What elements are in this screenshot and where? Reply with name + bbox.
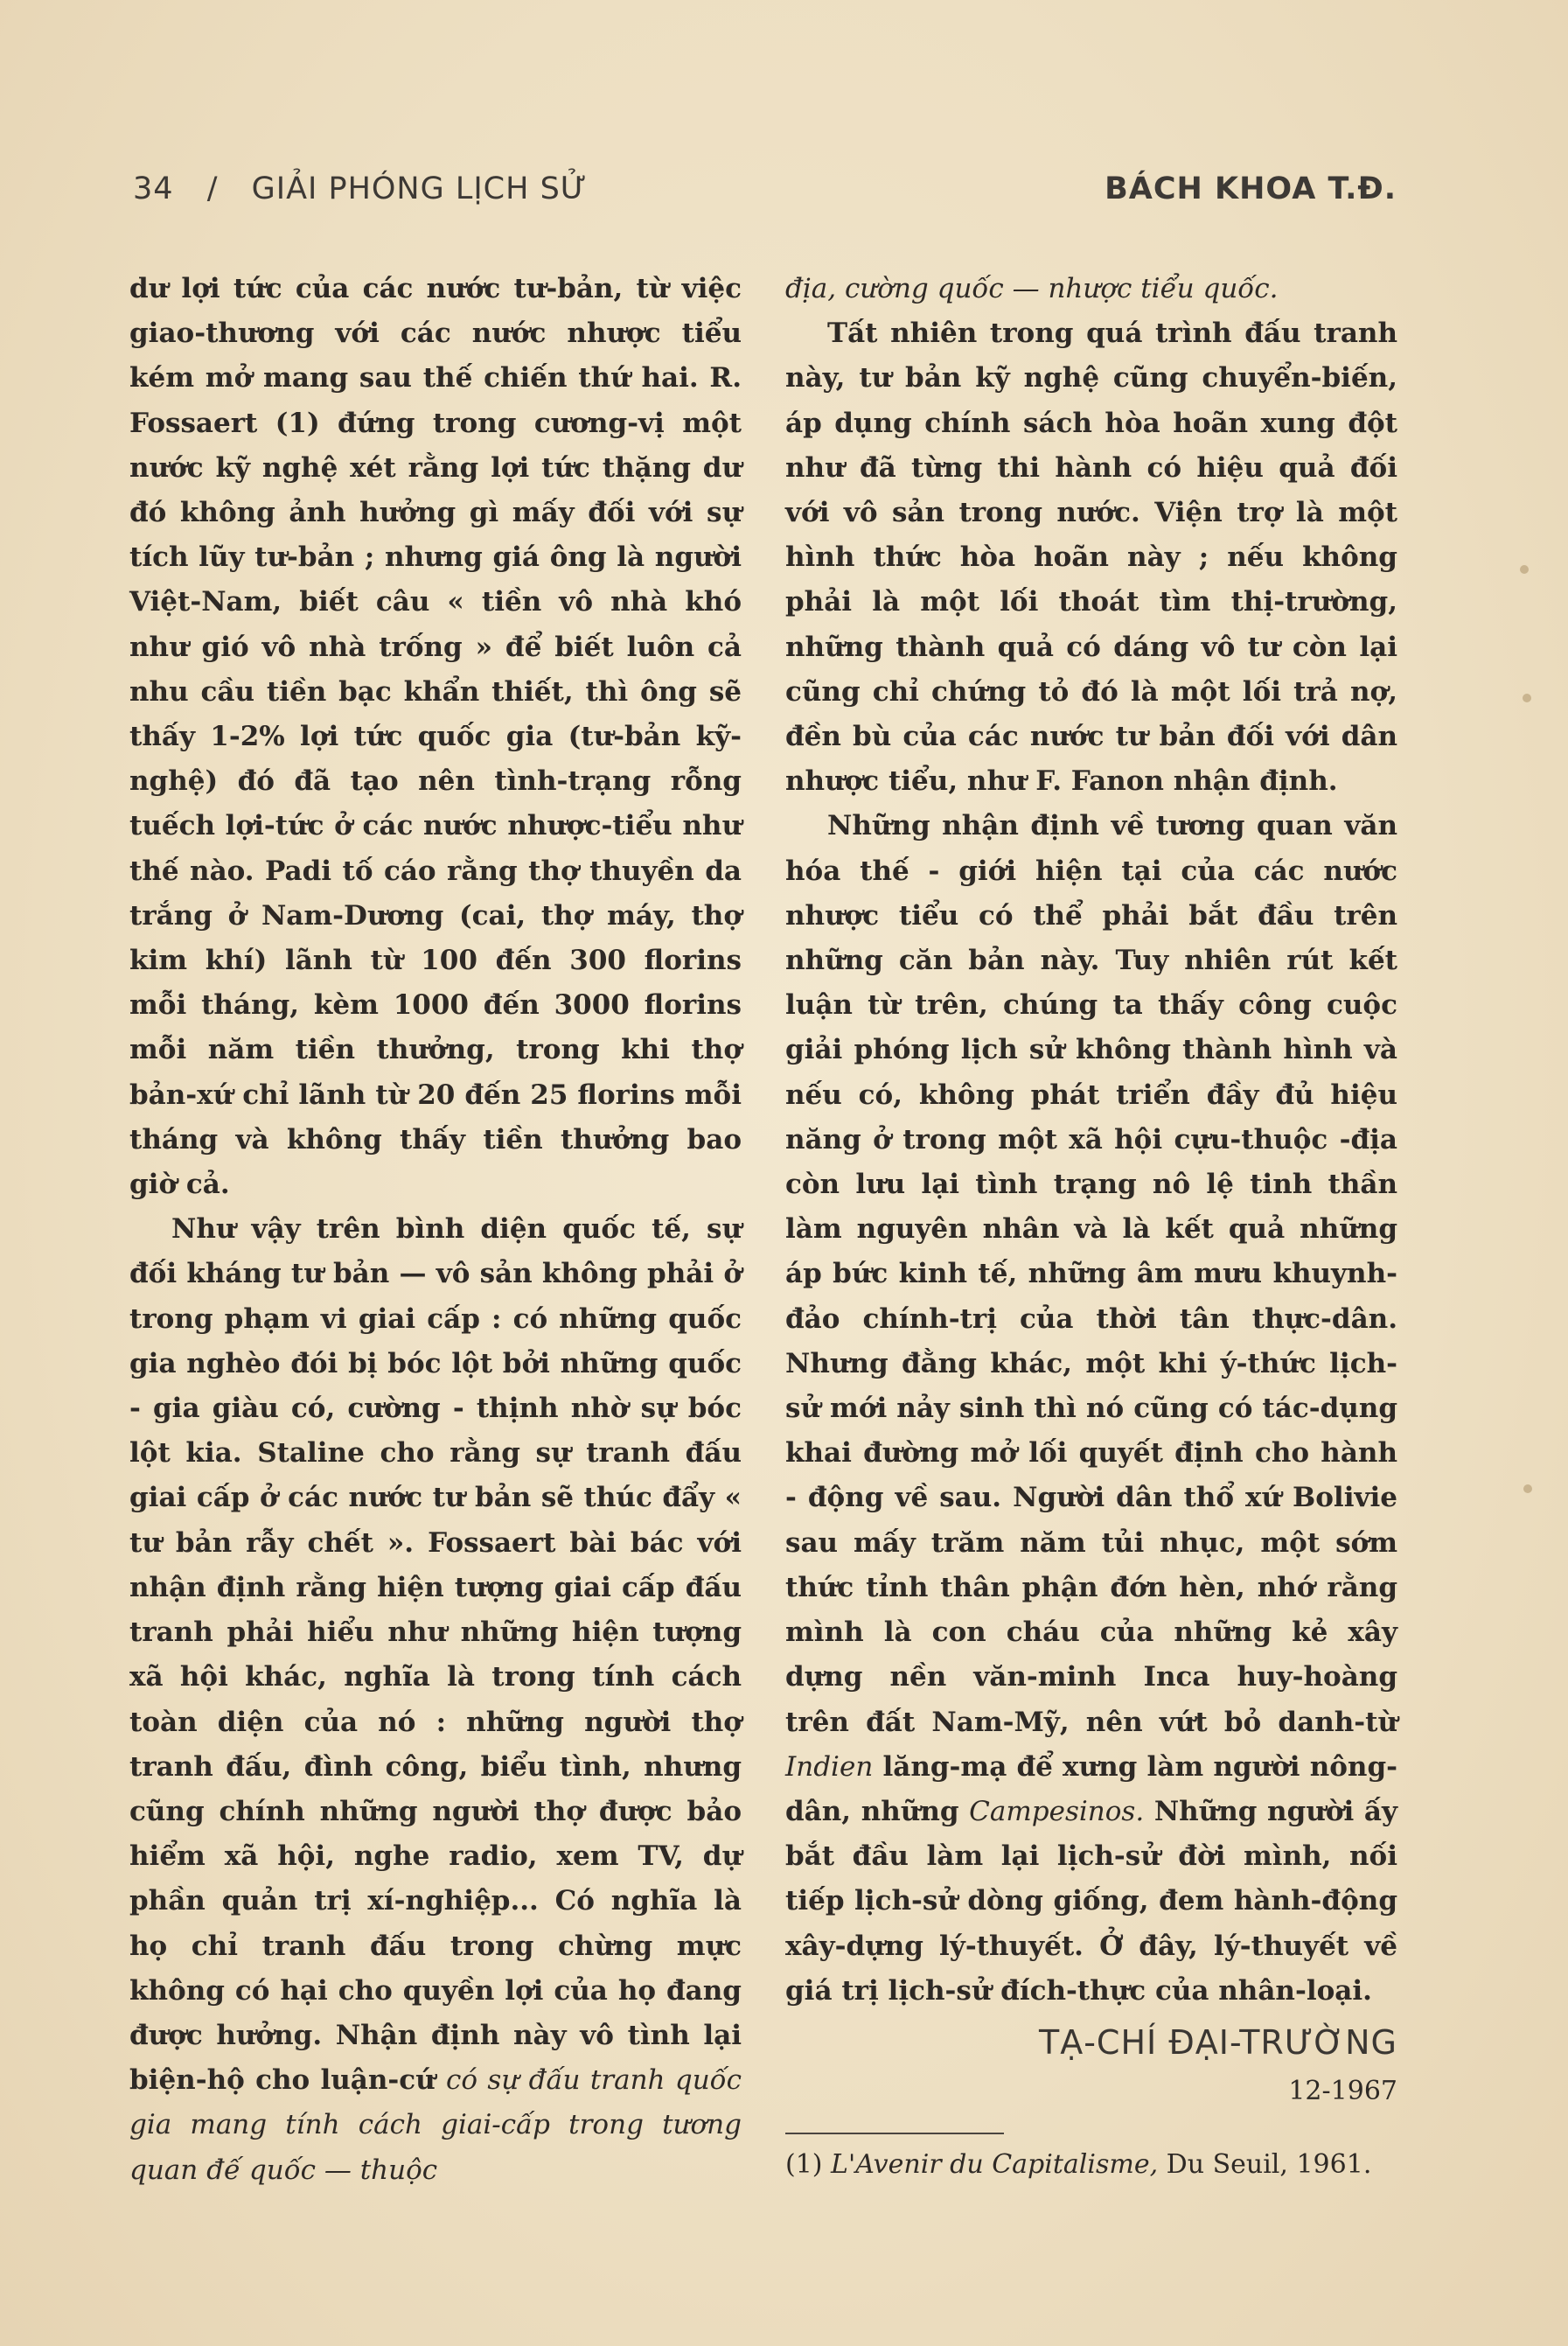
journal-name: BÁCH KHOA T.Đ. xyxy=(1105,171,1397,206)
running-title: GIẢI PHÓNG LỊCH SỬ xyxy=(251,171,588,206)
left-paragraph-1: dư lợi tức của các nước tư-bản, từ việc giao-thương với các nước nhược tiểu kém mở mang sau thế chiến thứ hai. R. Fossaert (1) đứng trong cương-vị một nước kỹ nghệ xét rằng lợi tức thặng dư đó không ảnh hưởng gì mấy đối với sự tích lũy tư-bản ; nhưng giá ông là người Việt-Nam, biết câu « tiền vô nhà khó như gió vô nhà trống » để biết luôn cả nhu cầu tiền bạc khẩn thiết, thì ông sẽ thấy 1-2% lợi tức quốc gia (tư-bản kỹ-nghệ) đó đã tạo nên tình-trạng rỗng tuếch lợi-tức ở các nước nhược-tiểu như thế nào. Padi tố cáo rằng thợ thuyền da trắng ở Nam-Dương (cai, thợ máy, thợ kim khí) lãnh từ 100 đến 300 florins mỗi tháng, kèm 1000 đến 3000 florins mỗi năm tiền thưởng, trong khi thợ bản-xứ chỉ lãnh từ 20 đến 25 florins mỗi tháng và không thấy tiền thưởng bao giờ cả. xyxy=(129,273,742,1201)
right-paragraph-1 xyxy=(785,267,1397,311)
right-paragraph-3-text-a: Những nhận định về tương quan văn hóa thế - giới hiện tại của các nước nhược tiểu có thể phải bắt đầu trên những căn bản này. Tuy nhiên rút kết luận từ trên, chúng ta thấy công cuộc giải phóng lịch sử không thành hình và nếu có, không phát triển đầy đủ hiệu năng ở trong một xã hội cựu-thuộc -địa còn lưu lại tình trạng nô lệ tinh thần làm nguyên nhân và là kết quả những áp bức kinh tế, những âm mưu khuynh-đảo chính-trị của thời tân thực-dân. Nhưng đằng khác, một khi ý-thức lịch-sử mới nảy sinh thì nó cũng có tác-dụng khai đường mở lối quyết định cho hành - động về sau. Người dân thổ xứ Bolivie sau mấy trăm năm tủi nhục, một sớm thức tỉnh thân phận đớn hèn, nhớ rằng mình là con cháu của những kẻ xây dựng nền văn-minh Inca huy-hoàng trên đất Nam-Mỹ, nên vứt bỏ danh-từ xyxy=(785,810,1397,1738)
article-date: 12-1967 xyxy=(1288,2076,1397,2107)
left-paragraph-2-text: Như vậy trên bình diện quốc tế, sự đối kháng tư bản — vô sản không phải ở trong phạm vi giai cấp : có những quốc gia nghèo đói bị bóc lột bởi những quốc - gia giàu có, cường - thịnh nhờ sự bóc lột kia. Staline cho rằng sự tranh đấu giai cấp ở các nước tư bản sẽ thúc đẩy « tư bản rẫy chết ». Fossaert bài bác với nhận định rằng hiện tượng giai cấp đấu tranh phải hiểu như những hiện tượng xã hội khác, nghĩa là trong tính cách toàn diện của nó : những người thợ tranh đấu, đình công, biểu tình, nhưng cũng chính những người thợ được bảo hiểm xã hội, nghe radio, xem TV, dự phần quản trị xí-nghiệp... Có nghĩa là họ chỉ tranh đấu trong chừng mực không có hại cho quyền lợi của họ đang được hưởng. Nhận định này vô tình lại biện-hộ cho luận-cứ xyxy=(129,1213,742,2097)
page-speck xyxy=(1523,1484,1532,1493)
right-paragraph-3-italic-1: Indien xyxy=(785,1750,874,1783)
left-paragraph-2-italic: có sự đấu tranh quốc gia mang tính cách giai-cấp trong tương quan đế quốc — thuộc xyxy=(129,2064,742,2186)
page-speck xyxy=(1520,565,1529,574)
right-paragraph-3-text-b: lăng-mạ để xưng làm người nông-dân, những xyxy=(785,1750,1398,1827)
footnote-rest: Du Seuil, 1961. xyxy=(1166,2149,1372,2181)
footnote-title: L'Avenir du Capitalisme, xyxy=(831,2149,1159,2181)
right-paragraph-1-italic: địa, cường quốc — nhược tiểu quốc. xyxy=(785,273,1279,304)
right-paragraph-3-text-c: Những người ấy bắt đầu làm lại lịch-sử đời mình, nối tiếp lịch-sử dòng giống, đem hành-động xây-dựng lý-thuyết. Ở đây, lý-thuyết về giá trị lịch-sử đích-thực của nhân-loại. xyxy=(785,1795,1397,2007)
left-column xyxy=(129,267,742,2193)
page-header xyxy=(133,171,1397,215)
footnote xyxy=(785,2143,1397,2187)
left-paragraph-2 xyxy=(129,1207,742,2192)
right-paragraph-2: Tất nhiên trong quá trình đấu tranh này, tư bản kỹ nghệ cũng chuyển-biến, áp dụng chính sách hòa hoãn xung đột như đã từng thi hành có hiệu quả đối với vô sản trong nước. Viện trợ là một hình thức hòa hoãn này ; nếu không phải là một lối thoát tìm thị-trường, những thành quả có dáng vô tư còn lại cũng chỉ chứng tỏ đó là một lối trả nợ, đền bù của các nước tư bản đối với dân nhược tiểu, như F. Fanon nhận định. xyxy=(785,318,1397,798)
right-paragraph-3-italic-2: Campesinos. xyxy=(969,1795,1145,1827)
footnote-divider xyxy=(785,2133,1004,2134)
header-left xyxy=(133,171,588,206)
author-signature: TẠ-CHÍ ĐẠI-TRƯỜNG xyxy=(1039,2022,1397,2062)
page-speck xyxy=(1523,694,1531,702)
footnote-marker: (1) xyxy=(785,2149,823,2181)
page-number: 34 xyxy=(133,171,174,206)
header-separator: / xyxy=(206,171,219,206)
right-paragraph-3 xyxy=(785,804,1397,2013)
right-column xyxy=(785,267,1397,2187)
